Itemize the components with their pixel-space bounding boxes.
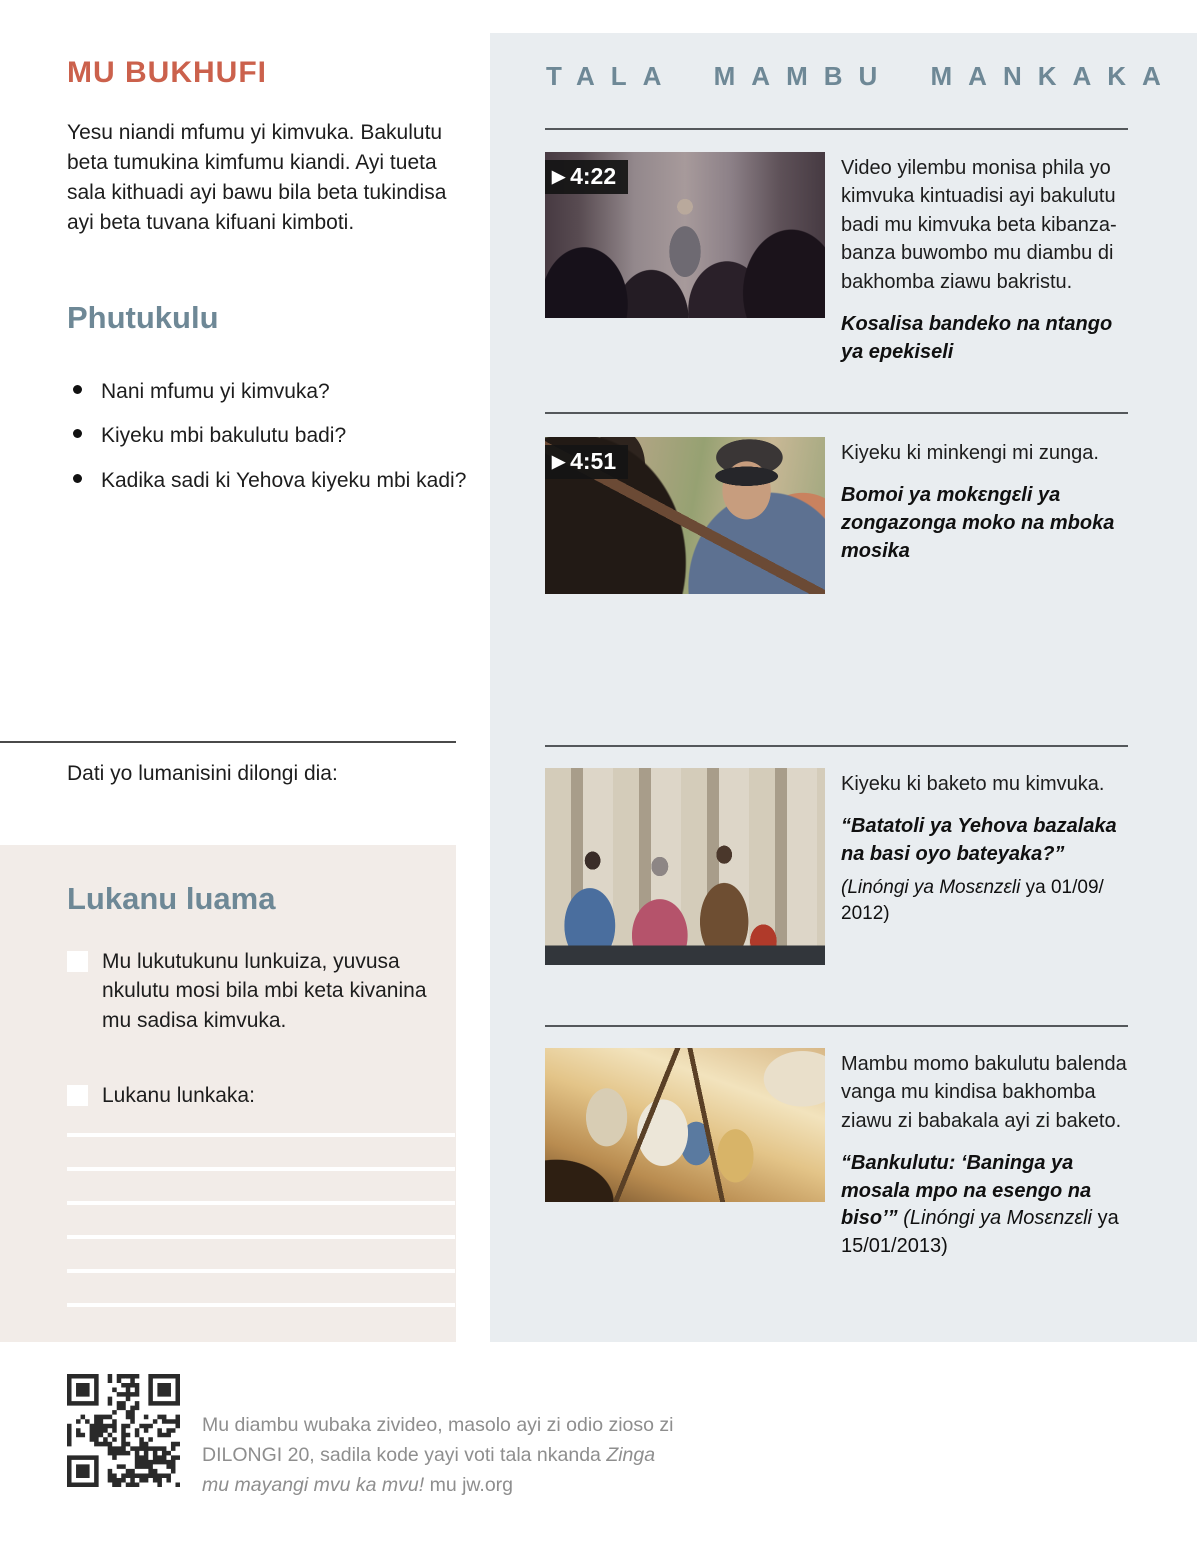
watch-item-desc: Kiyeku ki baketo mu kimvuka.	[841, 773, 1105, 795]
video-duration-badge	[545, 445, 628, 479]
section-divider	[545, 1025, 1128, 1027]
watch-item-desc: Video yilembu monisa phila yo kimvuka kintuadisi ayi bakulutu badi mu kimvuka beta kibanza-banza buwombo mu diambu di bakhomba ziawu bakristu.	[841, 157, 1117, 293]
section-divider	[545, 128, 1128, 130]
write-line	[67, 1201, 455, 1205]
watch-panel-title: TALA MAMBU MANKAKA	[546, 61, 1177, 91]
watch-item-quote: “Batatoli ya Yehova bazalaka na basi oyo bateyaka?”	[841, 815, 1117, 865]
bullet-icon	[73, 429, 82, 438]
watch-item-text	[841, 152, 1137, 366]
congregation-meeting-video-thumbnail[interactable]	[545, 152, 825, 318]
qr-code	[67, 1374, 180, 1487]
circuit-overseer-video-thumbnail[interactable]	[545, 437, 825, 594]
video-duration: 4:51	[570, 448, 617, 474]
brief-body: Yesu niandi mfumu yi kimvuka. Bakulutu beta tumukina kimfumu kiandi. Ayi tueta sala kithuadi ayi bawu bila beta tukindisa ayi beta tuvana kifuani kimboti.	[67, 121, 447, 235]
sisters-preaching-photo	[545, 768, 825, 965]
review-question-list	[67, 378, 467, 495]
publication-title: (Linóngi ya Mosɛnzɛli	[841, 876, 1021, 898]
checkbox[interactable]	[67, 1085, 88, 1106]
review-question: Kadika sadi ki Yehova kiyeku mbi kadi?	[67, 467, 467, 495]
brief-section	[67, 56, 465, 238]
date-line: Dati yo lumanisini dilongi dia:	[67, 762, 338, 785]
watch-item-quote: “Bankulutu: ‘Baninga ya mosala mpo na esengo na biso’” (Linóngi ya Mosɛnzɛli ya 15/01/2013)	[841, 1152, 1119, 1257]
goal-box	[0, 845, 456, 1342]
watch-item-text	[841, 1048, 1137, 1261]
watch-item	[545, 768, 1137, 965]
section-divider	[545, 412, 1128, 414]
watch-item-desc: Kiyeku ki minkengi mi zunga.	[841, 442, 1099, 464]
paul-farewell-painting	[545, 1048, 825, 1202]
footer	[67, 1374, 727, 1501]
watch-item-quote: Bomoi ya mokɛngɛli ya zongazonga moko na mboka mosika	[841, 484, 1115, 562]
review-title: Phutukulu	[67, 300, 219, 335]
publication-date: ya 15/01/2013)	[841, 1207, 1119, 1257]
write-line	[67, 1133, 455, 1137]
write-line	[67, 1269, 455, 1273]
footer-text: Mu diambu wubaka zivideo, masolo ayi zi odio zioso zi DILONGI 20, sadila kode yayi voti tala nkanda Zinga mu mayangi mvu ka mvu! mu jw.org	[202, 1414, 674, 1497]
watch-item	[545, 437, 1137, 594]
watch-item-text	[841, 437, 1137, 594]
checkbox[interactable]	[67, 951, 88, 972]
brief-title: MU BUKHUFI	[67, 56, 267, 89]
left-divider	[0, 741, 456, 743]
watch-item-quote: Kosalisa bandeko na ntango ya epekiseli	[841, 312, 1113, 363]
watch-item-reference	[841, 875, 1137, 928]
publication-title: Zinga mu mayangi mvu ka mvu!	[202, 1444, 656, 1497]
goal-box-title: Lukanu luama	[67, 881, 276, 916]
write-line	[67, 1167, 455, 1171]
watch-panel	[490, 33, 1197, 1342]
goal-item	[67, 947, 436, 1035]
watch-item-text	[841, 768, 1137, 965]
write-line	[67, 1235, 455, 1239]
play-icon: ▶	[552, 452, 566, 471]
watch-item	[545, 152, 1137, 366]
publication-date: ya 01/09/ 2012)	[841, 876, 1104, 925]
play-icon: ▶	[552, 167, 566, 186]
review-question: Nani mfumu yi kimvuka?	[67, 378, 467, 406]
publication-title: (Linóngi ya Mosɛnzɛli	[903, 1207, 1093, 1230]
review-question: Kiyeku mbi bakulutu badi?	[67, 422, 467, 450]
goal-item-label: Lukanu lunkaka:	[102, 1084, 255, 1108]
section-divider	[545, 745, 1128, 747]
bullet-icon	[73, 385, 82, 394]
review-section	[67, 300, 467, 511]
write-lines	[67, 1133, 455, 1337]
watch-item-desc: Mambu momo bakulutu balenda vanga mu kindisa bakhomba ziawu zi babakala ayi zi baketo.	[841, 1053, 1127, 1132]
write-line	[67, 1303, 455, 1307]
bullet-icon	[73, 474, 82, 483]
goal-item-label: Mu lukutukunu lunkuiza, yuvusa nkulutu mosi bila mbi keta kivanina mu sadisa kimvuka.	[102, 950, 427, 1032]
video-duration: 4:22	[570, 163, 617, 189]
watch-item	[545, 1048, 1137, 1261]
goal-item	[67, 1081, 436, 1110]
video-duration-badge	[545, 160, 628, 194]
